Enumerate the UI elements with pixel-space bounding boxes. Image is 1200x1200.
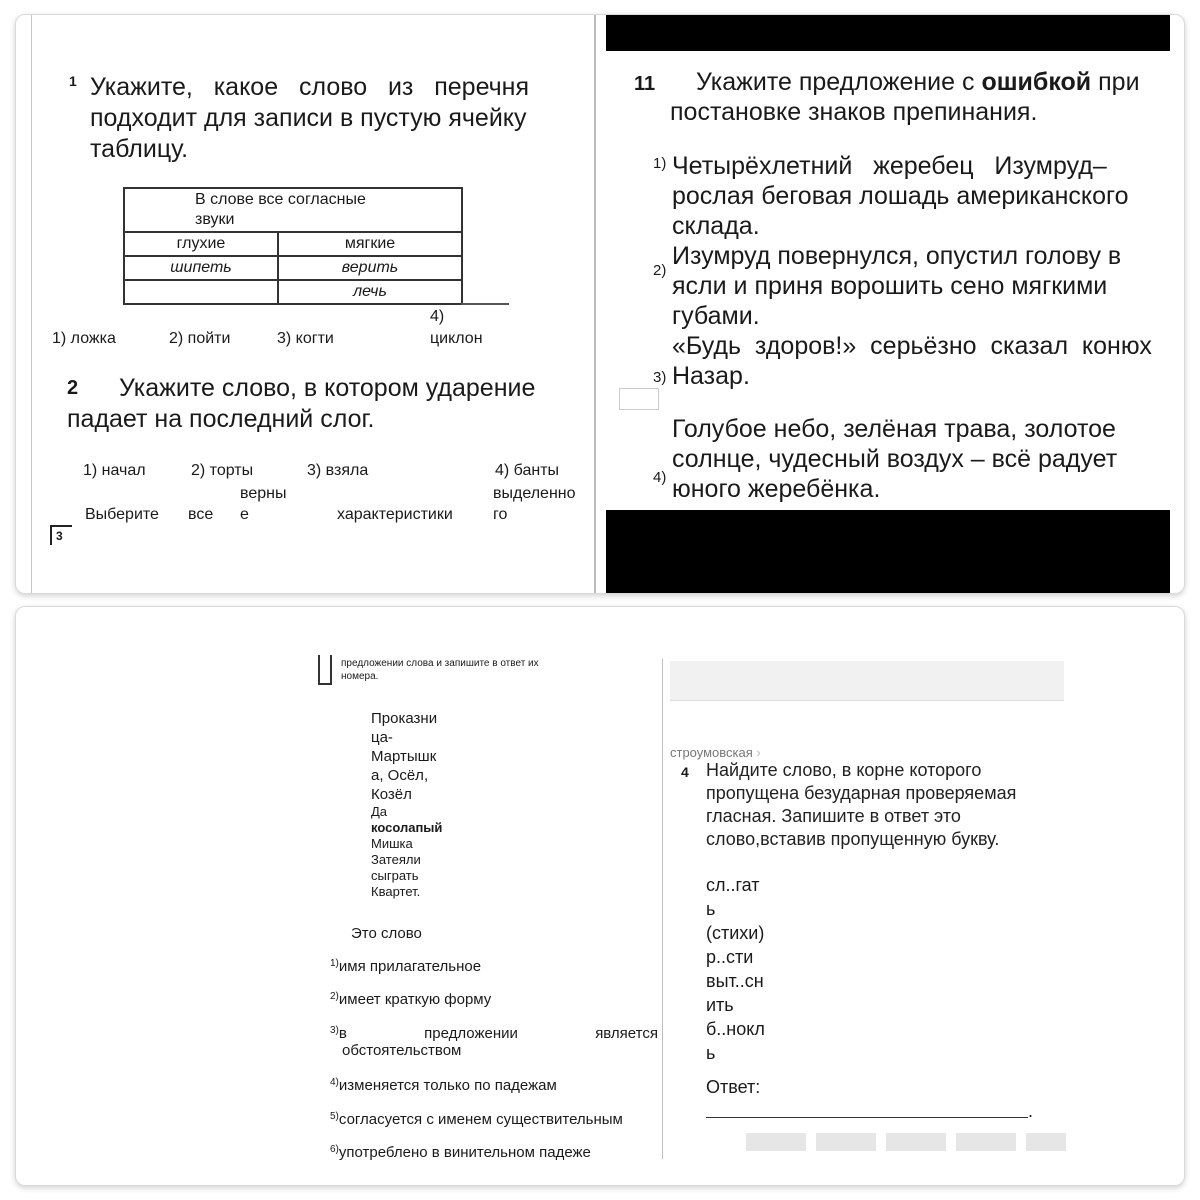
bottom-option-1-text: имя прилагательное — [338, 958, 482, 975]
q1-option-3: 3) когти — [277, 330, 334, 347]
cell-verit: верить — [278, 256, 462, 280]
fable-bold-word: косолапый — [371, 820, 443, 835]
fable-line-10: сыграть — [371, 868, 419, 883]
col-header-voiceless: глухие — [124, 232, 278, 256]
q1-option-2: 2) пойти — [169, 330, 231, 347]
q11-option-3-line-2: Назар. — [672, 362, 750, 390]
q3-word-vyberite: Выберите — [85, 506, 159, 523]
bottom-option-2 — [330, 991, 491, 1008]
q2-option-1: 1) начал — [83, 462, 146, 479]
q11-option-1-number: 1) — [653, 155, 667, 172]
q2-option-2: 2) торты — [191, 462, 254, 479]
q3-word-go: го — [493, 506, 508, 523]
question-3-number-box: 3 — [50, 525, 72, 545]
word-1-note: (стихи) — [706, 923, 765, 943]
faded-header-strip — [670, 661, 1064, 701]
top-black-bar — [606, 15, 1170, 51]
question-1-number: 1 — [69, 73, 77, 89]
q11-option-3-number: 3) — [653, 369, 667, 386]
q4-line-4: слово,вставив пропущенную букву. — [706, 829, 1000, 849]
question-1-text — [90, 72, 560, 165]
q11-option-2 — [672, 241, 1152, 331]
author-name: строумовская — [670, 745, 753, 760]
fable-line-9: Затеяли — [371, 852, 421, 867]
bottom-option-2-number: 2) — [330, 991, 339, 1002]
word-2: р..сти — [706, 947, 754, 967]
empty-answer-box — [619, 388, 659, 410]
bottom-option-4-number: 4) — [330, 1077, 339, 1088]
question-4-text — [706, 759, 1066, 851]
table-underline — [461, 303, 509, 305]
bottom-black-bar — [606, 510, 1170, 594]
word-list — [706, 873, 765, 1065]
bottom-option-5 — [330, 1111, 623, 1128]
q11-option-1-line-3: склада. — [672, 212, 760, 240]
word-4-end: ь — [706, 1043, 716, 1063]
q11-option-1-line-1: Четырёхлетний жеребец Изумруд– — [672, 152, 1107, 180]
bottom-screenshot-card — [15, 606, 1185, 1186]
q11-option-2-line-3: губами. — [672, 302, 760, 330]
q11-option-4-number: 4) — [653, 469, 667, 486]
q11-text-b: при — [1091, 68, 1140, 96]
instruction-line-2: номера. — [341, 671, 379, 682]
bottom-option-5-number: 5) — [330, 1111, 339, 1122]
bottom-option-4-text: изменяется только по падежам — [338, 1077, 557, 1094]
q11-text-a: Укажите предложение с — [696, 68, 982, 96]
bottom-option-6-text: употреблено в винительном падеже — [338, 1144, 591, 1161]
col-header-soft: мягкие — [278, 232, 462, 256]
bottom-option-3-word-3: является — [595, 1025, 658, 1042]
bottom-option-3-line-2: обстоятельством — [342, 1042, 462, 1059]
question-11-line-1 — [696, 67, 1140, 97]
fable-text — [371, 709, 442, 900]
q11-option-3 — [672, 331, 1172, 391]
fable-line-4: а, Осёл, — [371, 767, 429, 784]
q11-option-4-line-2: солнце, чудесный воздух – всё радует — [672, 445, 1118, 473]
bottom-option-3 — [330, 1025, 658, 1059]
q3-word-verny: верны — [240, 485, 287, 502]
question-4-number: 4 — [681, 764, 689, 780]
word-1: сл..гат — [706, 875, 760, 895]
cell-lech: лечь — [278, 280, 462, 304]
q1-line-3: таблицу. — [90, 135, 189, 163]
q4-line-2: пропущена безударная проверяемая — [706, 783, 1017, 803]
author-label — [670, 745, 761, 760]
q2-option-4: 4) банты — [495, 462, 560, 479]
center-divider — [594, 15, 596, 594]
page-edge-line — [31, 15, 32, 594]
consonants-table — [123, 187, 463, 305]
question-2-line-2: падает на последний слог. — [67, 405, 375, 433]
q11-bold-word: ошибкой — [981, 68, 1092, 96]
q11-option-4-line-3: юного жеребёнка. — [672, 475, 881, 503]
bottom-option-1 — [330, 958, 481, 975]
q3-word-characteristics: характеристики — [337, 506, 453, 523]
q11-option-2-line-2: ясли и приня ворошить сено мягкими — [672, 272, 1108, 300]
bottom-option-2-text: имеет краткую форму — [338, 991, 492, 1008]
bottom-center-divider — [662, 659, 663, 1159]
bottom-option-3-word-2: предложении — [424, 1025, 518, 1042]
q1-line-2: подходит для записи в пустую ячейку — [90, 104, 527, 132]
question-11-line-2: постановке знаков препинания. — [670, 98, 1038, 126]
answer-period: . — [1028, 1101, 1034, 1121]
question-11-number: 11 — [634, 73, 656, 95]
bottom-option-5-text: согласуется с именем существительным — [338, 1111, 623, 1128]
q11-option-4-line-1: Голубое небо, зелёная трава, золотое — [672, 415, 1116, 443]
bottom-option-1-number: 1) — [330, 958, 339, 969]
word-4: б..нокл — [706, 1019, 765, 1039]
bottom-option-3-number: 3) — [330, 1025, 339, 1036]
word-1-end: ь — [706, 899, 716, 919]
bottom-option-3-line-1 — [330, 1025, 658, 1042]
q11-option-2-line-1: Изумруд повернулся, опустил голову в — [672, 242, 1122, 270]
fable-line-2: ца- — [371, 729, 393, 746]
q4-line-3: гласная. Запишите в ответ это — [706, 806, 961, 826]
table-header — [124, 188, 462, 232]
q2-option-3: 3) взяла — [307, 462, 369, 479]
q11-option-3-line-1: «Будь здоров!» серьёзно сказал конюх — [672, 332, 1152, 360]
fable-line-8: Мишка — [371, 836, 413, 851]
answer-label: Ответ: — [706, 1077, 761, 1097]
q11-option-2-number: 2) — [653, 262, 667, 279]
q3-word-vydelenno: выделенно — [493, 485, 576, 502]
bottom-option-6-number: 6) — [330, 1144, 339, 1155]
q11-option-4 — [672, 414, 1152, 504]
q3-word-e: е — [240, 506, 249, 523]
q1-option-1: 1) ложка — [52, 330, 116, 347]
q4-line-1: Найдите слово, в корне которого — [706, 760, 982, 780]
q1-option-4-word: циклон — [430, 330, 483, 347]
table-header-line-2: звуки — [195, 211, 235, 228]
cell-empty — [124, 280, 278, 304]
chevron-right-icon: › — [756, 745, 761, 760]
question-2-number: 2 — [67, 377, 79, 399]
q3-word-vse: все — [188, 506, 214, 523]
q1-line-1: Укажите, какое слово из перечня — [90, 73, 530, 101]
q11-option-1-line-2: рослая беговая лошадь американского — [672, 182, 1129, 210]
fable-line-3: Мартышк — [371, 748, 437, 765]
fable-line-5: Козёл — [371, 786, 412, 803]
table-header-line-1: В слове все согласные — [195, 191, 366, 208]
instruction-line-1: предложении слова и запишите в ответ их — [341, 658, 539, 669]
cell-shipet: шипеть — [124, 256, 278, 280]
faded-footer-strip — [746, 1133, 1066, 1151]
left-bracket-mark — [318, 655, 332, 685]
question-2-line-1: Укажите слово, в котором ударение — [119, 374, 536, 402]
instruction-text — [341, 657, 539, 683]
word-3-end: ить — [706, 995, 734, 1015]
top-screenshot-card — [15, 14, 1185, 594]
fable-line-11: Квартет. — [371, 884, 421, 899]
prompt-eto-slovo: Это слово — [351, 925, 422, 942]
bottom-option-6 — [330, 1144, 591, 1161]
answer-line[interactable] — [706, 1117, 1028, 1118]
fable-line-1: Проказни — [371, 710, 438, 727]
q1-option-4-number: 4) — [430, 308, 445, 325]
q11-option-1 — [672, 151, 1142, 241]
word-3: выт..сн — [706, 971, 764, 991]
fable-line-6: Да — [371, 804, 388, 819]
bottom-option-4 — [330, 1077, 557, 1094]
bottom-option-3-word-1: в — [338, 1025, 347, 1042]
